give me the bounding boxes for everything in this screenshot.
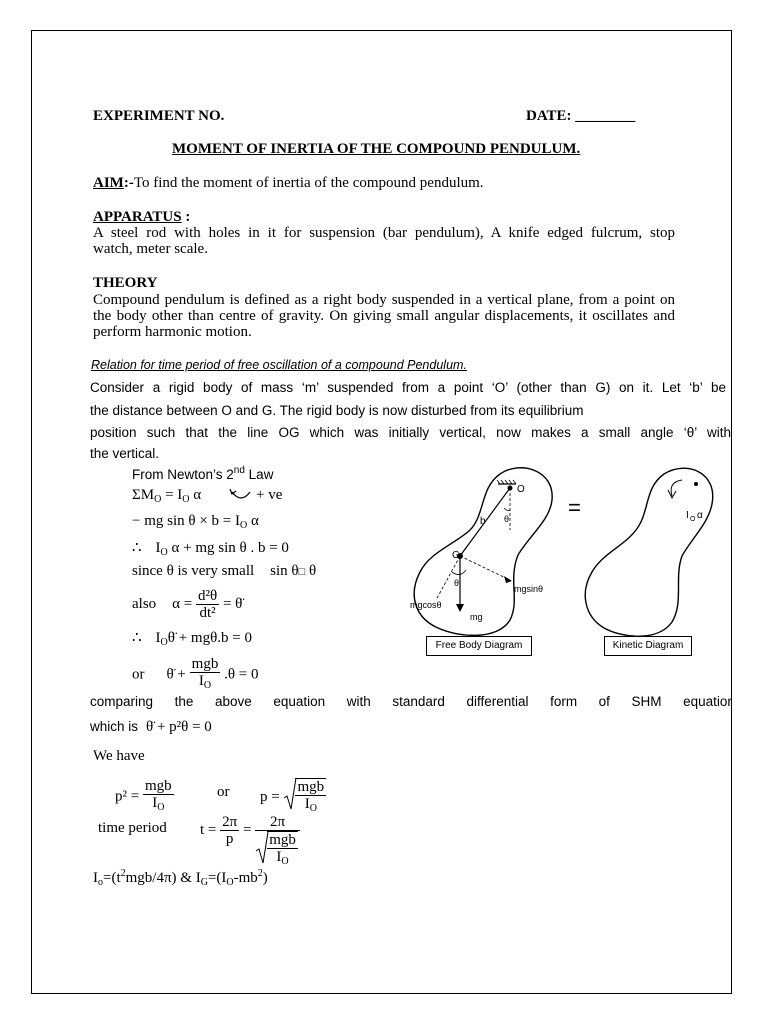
- io-sub-4: O: [160, 637, 168, 648]
- d2theta: d²θ: [198, 588, 218, 604]
- rotation-arrow-icon: [228, 486, 254, 504]
- aim-separator: :-: [123, 175, 134, 191]
- therefore-symbol-2: ∴: [132, 630, 142, 646]
- approx-box: □: [298, 566, 306, 578]
- t-sqrt-den-letter: I: [276, 849, 282, 865]
- p-sqrt-den-sub: O: [309, 803, 317, 814]
- newton-end: Law: [244, 467, 274, 482]
- p-squared-equation: [115, 778, 174, 816]
- comparing-word: comparing: [90, 694, 154, 709]
- experiment-label: EXPERIMENT NO.: [93, 108, 225, 124]
- also-text: also: [132, 595, 157, 612]
- newton-law: [132, 465, 273, 482]
- consider-line-4: the vertical.: [90, 446, 160, 461]
- label-mgcos: mgcosθ: [410, 600, 442, 610]
- comparing-word: standard: [392, 694, 445, 709]
- sum-moment: ΣM: [132, 487, 155, 503]
- label-io-sub: O: [690, 516, 696, 523]
- p-equation: [260, 778, 326, 817]
- moment-equation-line: [132, 513, 259, 531]
- which-is-line: [90, 719, 212, 736]
- t-sqrt-den-sub: O: [281, 856, 289, 867]
- t-sqrt-fraction: [267, 831, 298, 870]
- p-squared-fraction: [143, 778, 174, 816]
- p-sqrt-den: [295, 796, 326, 817]
- t-eq: t =: [200, 821, 217, 838]
- therefore-equation: α + mg sin θ . b = 0: [167, 540, 289, 556]
- kinetic-caption: Kinetic Diagram: [604, 636, 692, 656]
- t-den-2: [255, 831, 300, 870]
- alpha-definition-line: [132, 588, 242, 621]
- alpha-1: α: [189, 487, 202, 503]
- which-is-text: which is: [90, 719, 139, 734]
- sqrt-icon: [283, 776, 297, 812]
- label-o: O: [517, 484, 525, 495]
- aim-line: [93, 175, 484, 192]
- ff-part1: =(t: [103, 870, 121, 886]
- theta-dd-plus: θ̈ +: [166, 666, 186, 683]
- p-squared-lhs: p² =: [115, 788, 140, 805]
- p-den-letter: I: [152, 795, 158, 811]
- newton-text: From Newton’s 2: [132, 467, 234, 482]
- or-text: or: [132, 666, 145, 683]
- comparing-word: the: [174, 694, 194, 709]
- ff-b-sup: 2: [257, 868, 263, 879]
- comparing-word: SHM: [631, 694, 662, 709]
- consider-line-2: the distance between O and G. The rigid body is now disturbed from its equilibrium: [90, 403, 584, 418]
- consider-line-1: Consider a rigid body of mass ‘m’ suspended from a point ‘O’ (other than G) on it. Let ‘b’ be: [90, 380, 726, 395]
- io-2: I: [155, 630, 161, 646]
- newton-sup: nd: [233, 465, 245, 476]
- apparatus-text: [93, 225, 675, 257]
- theta-dd: = θ̈: [222, 595, 243, 612]
- label-theta-top: θ: [504, 514, 510, 524]
- p-sqrt-den-letter: I: [304, 796, 310, 812]
- free-body-caption: Free Body Diagram: [426, 636, 532, 656]
- io-sub-1: O: [182, 494, 190, 505]
- comparing-word: above: [214, 694, 252, 709]
- final-formula: [93, 868, 268, 888]
- shm-equation: θ̈ + p²θ = 0: [146, 719, 212, 735]
- comparing-word: equatior: [683, 694, 732, 709]
- ff-part5: ): [262, 870, 268, 886]
- label-theta-bottom: θ: [454, 578, 460, 588]
- we-have: We have: [93, 748, 145, 764]
- comparing-word: equation: [273, 694, 326, 709]
- aim-label: AIM: [93, 175, 124, 191]
- or-word: or: [217, 784, 230, 800]
- t-fraction-2: [255, 814, 300, 870]
- mgb-fraction: [190, 656, 221, 694]
- small-angle-line: [132, 563, 316, 580]
- comparing-word: differential: [466, 694, 529, 709]
- sum-moment-rhs: = I: [161, 487, 183, 503]
- theory-heading: THEORY: [93, 275, 158, 291]
- comparing-word: with: [346, 694, 371, 709]
- ff-part4: -mb: [233, 870, 258, 886]
- dot-theta-zero: .θ = 0: [224, 666, 259, 683]
- t-num-1: 2π: [222, 814, 238, 830]
- d2theta-fraction: [196, 588, 219, 621]
- pendulum-diagrams: [400, 460, 730, 660]
- apparatus-line-2: watch, meter scale.: [93, 241, 208, 257]
- t-sqrt-num: mgb: [269, 832, 296, 848]
- final-shm-line: [132, 656, 258, 694]
- t-eq-2: =: [242, 821, 252, 838]
- sqrt-icon: [255, 831, 269, 865]
- theory-line-2: the body other than centre of gravity. On giving small angular displacements, it oscillates and: [93, 308, 675, 324]
- ff-part3: =(I: [207, 870, 227, 886]
- p-num: mgb: [144, 778, 172, 794]
- t-sqrt-den: [267, 849, 298, 870]
- io-sub-3: O: [160, 547, 168, 558]
- equals-sign: =: [568, 495, 581, 520]
- apparatus-line-1: A steel rod with holes in it for suspension (bar pendulum), A knife edged fulcrum, stop: [93, 225, 675, 241]
- dt2: dt²: [199, 605, 216, 621]
- positive-direction: + ve: [256, 487, 283, 503]
- ff-io: I: [93, 870, 98, 886]
- substituted-line: [132, 628, 252, 648]
- p-sqrt-num: mgb: [297, 779, 325, 795]
- label-b: b: [480, 516, 486, 527]
- theory-text: [93, 292, 675, 340]
- free-body-blob: [414, 468, 552, 636]
- moment-equation: − mg sin θ × b = I: [132, 513, 240, 529]
- alpha-2: α: [247, 513, 259, 529]
- io-den-letter: I: [198, 673, 204, 689]
- comparing-word: of: [598, 694, 610, 709]
- sum-moment-equation: [132, 487, 201, 505]
- approx-text: sin θ: [270, 563, 299, 579]
- page-title: MOMENT OF INERTIA OF THE COMPOUND PENDULUM.: [172, 141, 581, 157]
- t-num-2: 2π: [255, 814, 300, 831]
- io-1: I: [155, 540, 161, 556]
- p-sqrt: [283, 778, 326, 817]
- mgb: mgb: [191, 656, 219, 672]
- p-sqrt-fraction: [295, 778, 326, 817]
- p-eq: p =: [260, 788, 280, 805]
- alpha-eq: α =: [172, 595, 193, 612]
- therefore-symbol: ∴: [132, 540, 142, 556]
- apparatus-heading-line: [93, 209, 190, 226]
- io-den-sub: O: [203, 680, 212, 691]
- date-label: DATE: ________: [526, 108, 636, 124]
- ff-part2: mgb/4π) & I: [125, 870, 201, 886]
- ff-ig-sub: G: [200, 877, 208, 888]
- kinetic-blob: [585, 468, 712, 636]
- io-sub-2: O: [239, 520, 248, 531]
- comparing-word: form: [550, 694, 578, 709]
- io-den: [190, 673, 221, 694]
- since-text: since θ is very small: [132, 563, 255, 579]
- apparatus-colon: :: [181, 209, 191, 225]
- comparing-line: [90, 694, 732, 709]
- label-io: I: [686, 510, 689, 521]
- ff-io2-sub: O: [226, 877, 234, 888]
- approx-end: θ: [305, 563, 317, 579]
- theory-line-3: perform harmonic motion.: [93, 324, 252, 340]
- relation-heading: Relation for time period of free oscillation of a compound Pendulum.: [91, 358, 467, 372]
- label-mgsin: mgsinθ: [514, 584, 544, 594]
- label-mg: mg: [470, 612, 483, 622]
- aim-text: To find the moment of inertia of the compound pendulum.: [133, 175, 484, 191]
- therefore-equation-line: [132, 538, 289, 558]
- ff-io-sub: o: [98, 877, 103, 888]
- p-den: [143, 795, 174, 816]
- label-g: G: [452, 550, 460, 561]
- sum-moment-sub: O: [154, 494, 162, 505]
- ff-t-sup: 2: [120, 868, 126, 879]
- label-alpha: α: [697, 510, 703, 521]
- time-period-equation: [200, 814, 300, 870]
- t-den-1: p: [225, 831, 234, 847]
- theory-line-1: Compound pendulum is defined as a right body suspended in a vertical plane, from a point on: [93, 292, 675, 308]
- t-fraction-1: [220, 814, 239, 847]
- apparatus-heading: APPARATUS: [93, 209, 182, 225]
- substituted-equation: θ̈ + mgθ.b = 0: [167, 630, 252, 646]
- consider-line-3: position such that the line OG which was initially vertical, now makes a small angle ‘θ’ with: [90, 425, 731, 440]
- p-den-sub: O: [157, 802, 165, 813]
- time-period-label: time period: [98, 820, 167, 836]
